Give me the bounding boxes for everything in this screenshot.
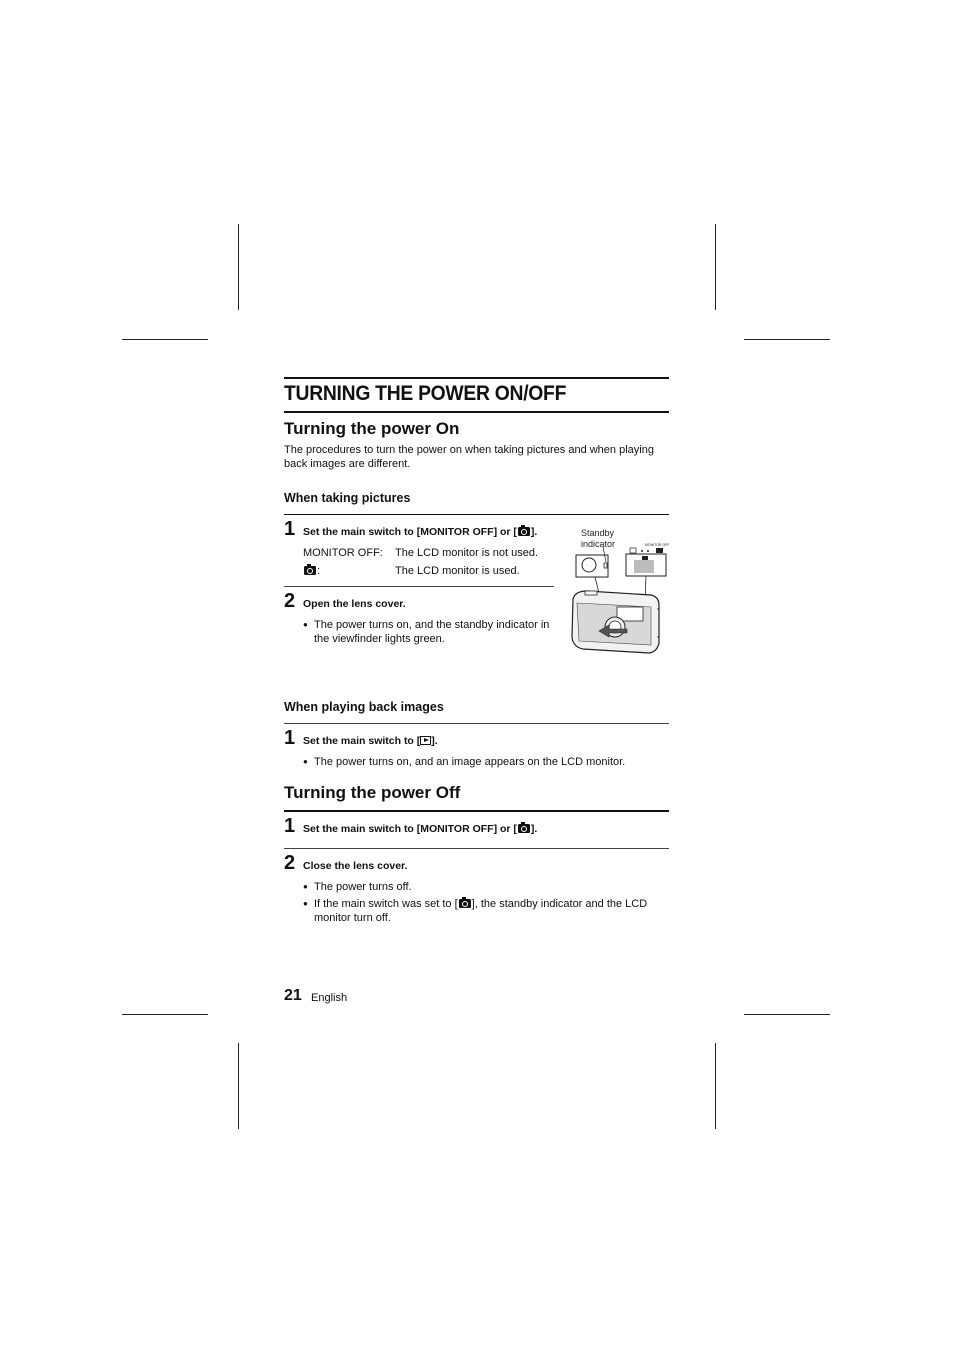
bullet-text-part: If the main switch was set to [ [314,898,458,910]
camera-icon [304,566,316,575]
intro-text: The procedures to turn the power on when taking pictures and when playing back images are different. [284,444,654,470]
play-icon [420,736,431,745]
step-instruction [303,526,537,538]
step-number: 1 [284,518,296,540]
section-heading-power-on: Turning the power On [284,419,460,438]
step-number: 1 [284,727,296,749]
step-text-part: Set the main switch to [MONITOR OFF] or [ [303,823,517,835]
camera-icon [518,824,530,833]
step-text-part: Set the main switch to [MONITOR OFF] or [ [303,526,517,538]
bullet-item [303,897,669,925]
step-number: 2 [284,852,296,874]
section-rule [284,514,669,515]
bullet-item: ● The power turns off. [303,880,674,894]
bullet-item: ● The power turns on, and an image appears on the LCD monitor. [303,755,674,769]
step-instruction: Open the lens cover. [303,598,406,610]
crop-mark [122,339,208,340]
subheading-playing-back: When playing back images [284,700,444,714]
table-label [303,564,320,578]
section-rule [284,723,669,724]
page-content [284,377,669,413]
title-bar [284,377,669,413]
step-text-part: ]. [530,526,538,538]
step-rule [284,586,554,587]
subheading-taking-pictures: When taking pictures [284,491,411,505]
camera-icon [518,527,530,536]
crop-mark [715,224,716,310]
step-instruction [303,823,537,835]
bullet-item: ● The power turns on, and the standby indicator in the viewfinder lights green. [303,618,554,646]
table-value: The LCD monitor is used. [395,565,520,577]
crop-mark [744,339,830,340]
step-text-part: ]. [530,823,538,835]
crop-mark [122,1014,208,1015]
step-number: 2 [284,590,296,612]
step-instruction: Close the lens cover. [303,860,408,872]
table-label: MONITOR OFF: [303,547,383,559]
page-language: English [311,992,348,1004]
switch-label: MONITOR OFF [645,543,669,547]
crop-mark [744,1014,830,1015]
standby-indicator-label: Standby indicator [581,528,616,549]
section-rule [284,810,669,812]
step-text-part: Set the main switch to [ [303,735,421,747]
crop-mark [715,1043,716,1129]
page-title: TURNING THE POWER ON/OFF [284,382,567,405]
page-number: 21 [284,987,302,1004]
camera-illustration [565,525,669,660]
camera-icon [459,899,471,908]
table-label-suffix: : [317,565,321,577]
step-text-part: ]. [431,735,438,747]
step-number: 1 [284,815,296,837]
section-heading-power-off: Turning the power Off [284,783,461,802]
crop-mark [238,1043,239,1129]
crop-mark [238,224,239,310]
bullet-text-part: ], the standby indicator and the LCD monitor turn off. [314,898,648,924]
table-value: The LCD monitor is not used. [395,547,539,559]
step-instruction [303,735,438,747]
step-rule [284,848,669,849]
